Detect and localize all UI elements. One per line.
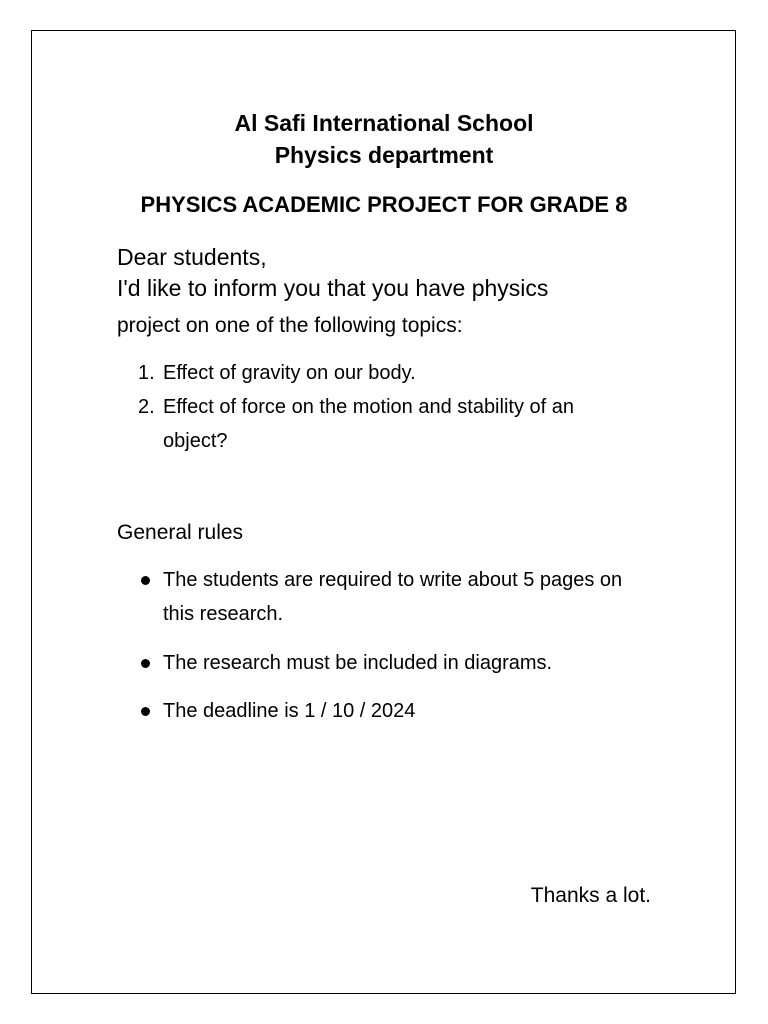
bullet-icon <box>141 707 150 716</box>
topic-number: 2. <box>138 396 155 418</box>
project-title: PHYSICS ACADEMIC PROJECT FOR GRADE 8 <box>140 192 628 217</box>
rule-text: The research must be included in diagrams. <box>163 652 553 674</box>
topic-text: Effect of gravity on our body. <box>163 362 416 384</box>
topic-text: Effect of force on the motion and stability of an object? <box>163 396 574 452</box>
school-name: Al Safi International School <box>234 110 534 136</box>
closing-text: Thanks a lot. <box>530 884 651 907</box>
intro-line-2: project on one of the following topics: <box>117 314 463 337</box>
department-name: Physics department <box>274 142 494 168</box>
bullet-icon <box>141 659 150 668</box>
page-border <box>31 30 736 994</box>
greeting: Dear students, <box>117 244 267 270</box>
rule-text: The deadline is 1 / 10 / 2024 <box>163 700 416 722</box>
bullet-icon <box>141 576 150 585</box>
topic-number: 1. <box>138 362 155 384</box>
intro-line-1: I'd like to inform you that you have physics <box>117 275 549 301</box>
rules-heading: General rules <box>117 521 244 544</box>
rule-text: The students are required to write about 5 pages on this research. <box>163 569 623 625</box>
